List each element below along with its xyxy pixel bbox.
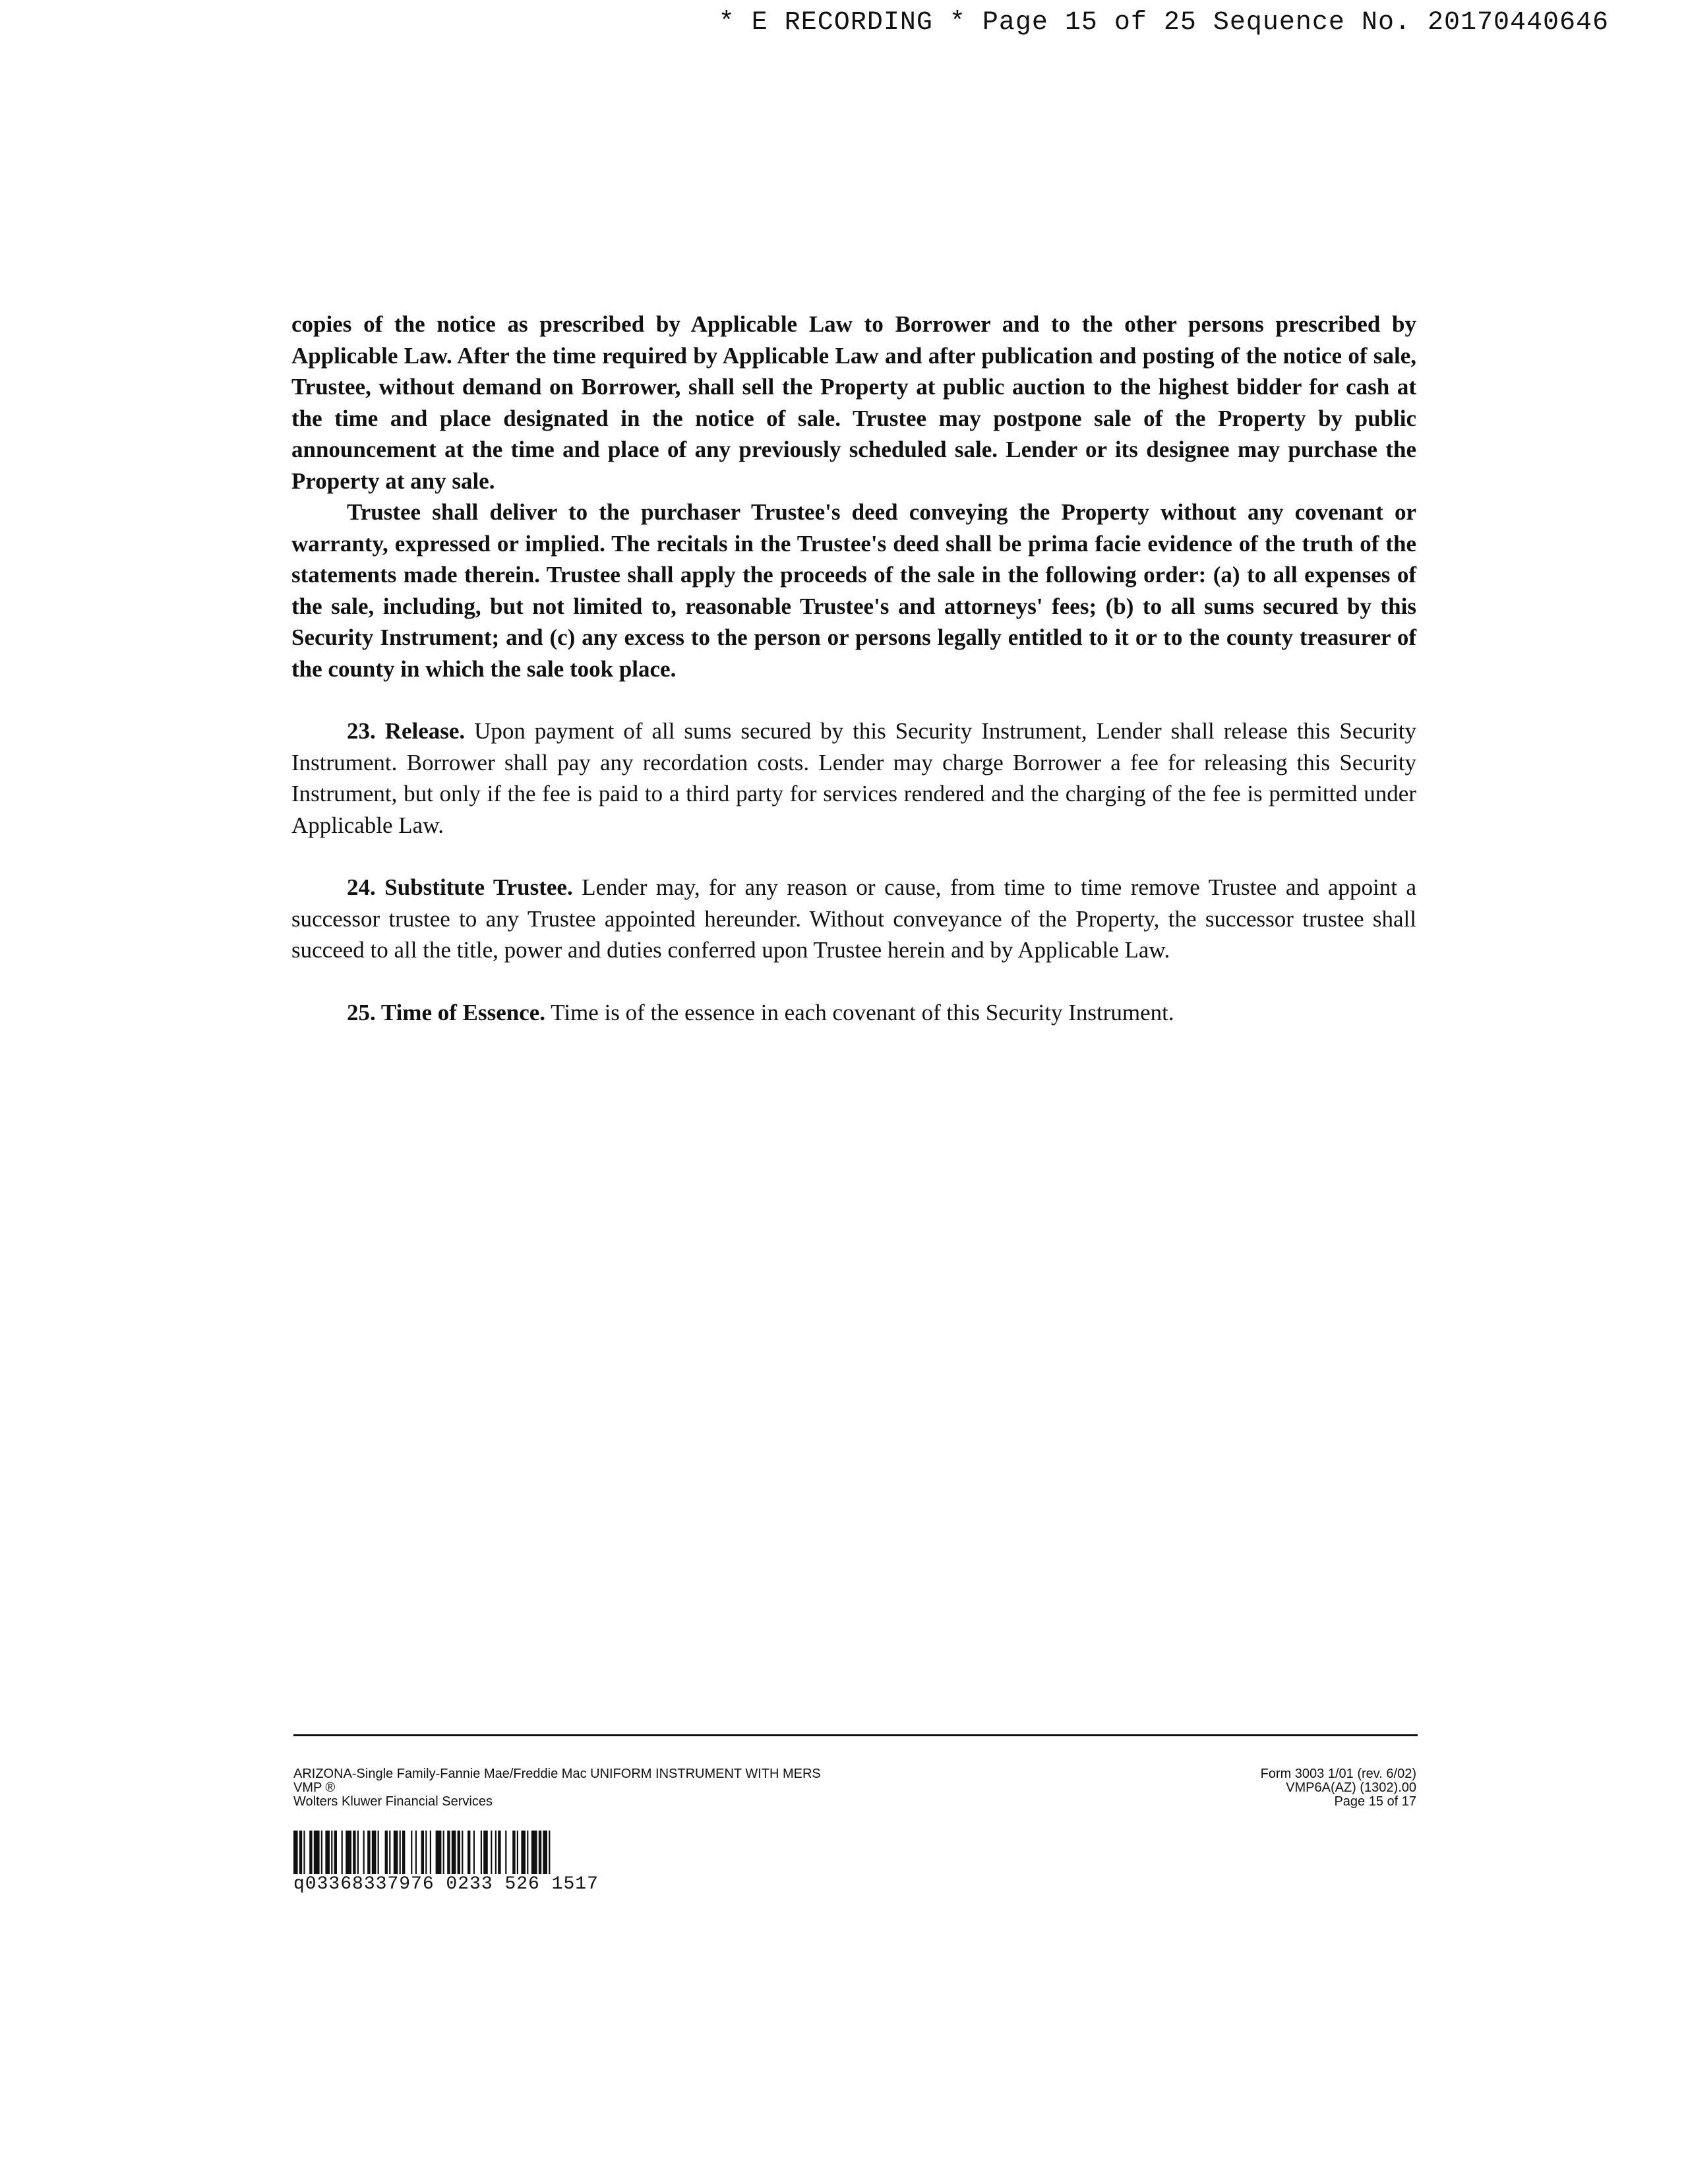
barcode-bar <box>378 1831 379 1874</box>
section-23-text: Upon payment of all sums secured by this Security Instrument, Lender shall release this Security Instrument. Borrower shall pay any recordation costs. Lender may charge Borrower a fee for releasing this Security Instrument, but only if the fee is paid to a third party for services rendered and the charging of the fee is permitted under Applicable Law. <box>291 718 1416 838</box>
barcode-bar <box>385 1831 388 1874</box>
barcode-bar <box>473 1831 475 1874</box>
footer-publisher: Wolters Kluwer Financial Services <box>293 1794 493 1809</box>
barcode-bar <box>334 1831 337 1874</box>
section-25-time-of-essence <box>291 997 1416 1029</box>
barcode-bar <box>299 1831 302 1874</box>
barcode-bar <box>539 1831 541 1874</box>
footer-vmp-code: VMP6A(AZ) (1302).00 <box>1286 1780 1416 1795</box>
footer-page-number: Page 15 of 17 <box>1334 1794 1416 1809</box>
footer-vmp: VMP ® <box>293 1780 336 1795</box>
barcode-bar <box>402 1831 405 1874</box>
footer-form-code: Form 3003 1/01 (rev. 6/02) <box>1260 1767 1416 1781</box>
barcode-image <box>293 1831 729 1874</box>
section-23-release <box>291 715 1416 841</box>
footer-form-title: ARIZONA-Single Family-Fannie Mae/Freddie Mac UNIFORM INSTRUMENT WITH MERS <box>293 1767 821 1781</box>
barcode-number: q03368337976 0233 526 1517 <box>293 1874 599 1895</box>
paragraph-trustee-deed: Trustee shall deliver to the purchaser Trustee's deed conveying the Property without any covenant or warranty, expressed or implied. The recitals in the Trustee's deed shall be prima facie evidence of the truth of the statements made therein. Trustee shall apply the proceeds of the sale in the following order: (a) to all expenses of the sale, including, but not limited to, reasonable Trustee's and attorneys' fees; (b) to all sums secured by this Security Instrument; and (c) any excess to the person or persons legally entitled to it or to the county treasurer of the county in which the sale took place. <box>291 499 1416 682</box>
barcode-bar <box>521 1831 526 1874</box>
barcode-bar <box>293 1831 298 1874</box>
section-24-title: 24. Substitute Trustee. <box>347 874 573 900</box>
recording-header: * E RECORDING * Page 15 of 25 Sequence No. 20170440646 <box>718 8 1609 38</box>
barcode-bar <box>415 1831 417 1874</box>
barcode-bar <box>443 1831 444 1874</box>
barcode-bar <box>512 1831 515 1874</box>
barcode-bar <box>462 1831 463 1874</box>
barcode-bar <box>309 1831 312 1874</box>
footer-form-number <box>1261 1767 1416 1809</box>
barcode-bar <box>481 1831 482 1874</box>
barcode-bar <box>346 1831 351 1874</box>
barcode-bar <box>436 1831 442 1874</box>
section-25-title: 25. Time of Essence. <box>347 999 546 1025</box>
barcode-bar <box>394 1831 398 1874</box>
section-25-text: Time is of the essence in each covenant of this Security Instrument. <box>551 999 1174 1025</box>
barcode-bar <box>372 1831 377 1874</box>
barcode-bar <box>411 1831 412 1874</box>
barcode-bar <box>400 1831 401 1874</box>
barcode-bar <box>543 1831 547 1874</box>
barcode-bar <box>425 1831 427 1874</box>
barcode-bar <box>452 1831 456 1874</box>
barcode-bar <box>342 1831 343 1874</box>
barcode-bar <box>421 1831 424 1874</box>
section-24-substitute-trustee <box>291 872 1416 966</box>
barcode-bar <box>367 1831 370 1874</box>
barcode-bar <box>447 1831 450 1874</box>
barcode-bar <box>495 1831 497 1874</box>
barcode-bar <box>331 1831 332 1874</box>
barcode-bar <box>531 1831 537 1874</box>
barcode-bar <box>303 1831 305 1874</box>
barcode-bar <box>517 1831 518 1874</box>
barcode-bar <box>430 1831 431 1874</box>
barcode-bar <box>363 1831 365 1874</box>
barcode-bar <box>549 1831 550 1874</box>
barcode-bar <box>527 1831 528 1874</box>
footer-form-info <box>293 1767 821 1809</box>
barcode-bar <box>314 1831 320 1874</box>
barcode-bar <box>498 1831 500 1874</box>
footer-divider <box>293 1734 1418 1736</box>
barcode-bar <box>353 1831 355 1874</box>
document-body <box>291 309 1416 1028</box>
barcode-bar <box>321 1831 322 1874</box>
barcode-bar <box>467 1831 470 1874</box>
barcode-bar <box>325 1831 330 1874</box>
barcode-bar <box>491 1831 492 1874</box>
barcode-bar <box>389 1831 390 1874</box>
section-23-title: 23. Release. <box>347 718 466 744</box>
barcode-bar <box>483 1831 488 1874</box>
section-24-text: Lender may, for any reason or cause, from time to time remove Trustee and appoint a successor trustee to any Trustee appointed hereunder. Without conveyance of the Property, the successor trustee shall succeed to all the title, power and duties conferred upon Trustee herein and by Applicable Law. <box>291 874 1417 963</box>
barcode-bar <box>357 1831 359 1874</box>
barcode-bar <box>458 1831 460 1874</box>
paragraph-notice-of-sale: copies of the notice as prescribed by Applicable Law to Borrower and to the other persons prescribed by Applicable Law. After the time required by Applicable Law and after publication and posting of the notice of sale, Trustee, without demand on Borrower, shall sell the Property at public auction to the highest bidder for cash at the time and place designated in the notice of sale. Trustee may postpone sale of the Property by public announcement at the time and place of any previously scheduled sale. Lender or its designee may purchase the Property at any sale. <box>291 311 1416 494</box>
barcode-bar <box>505 1831 506 1874</box>
